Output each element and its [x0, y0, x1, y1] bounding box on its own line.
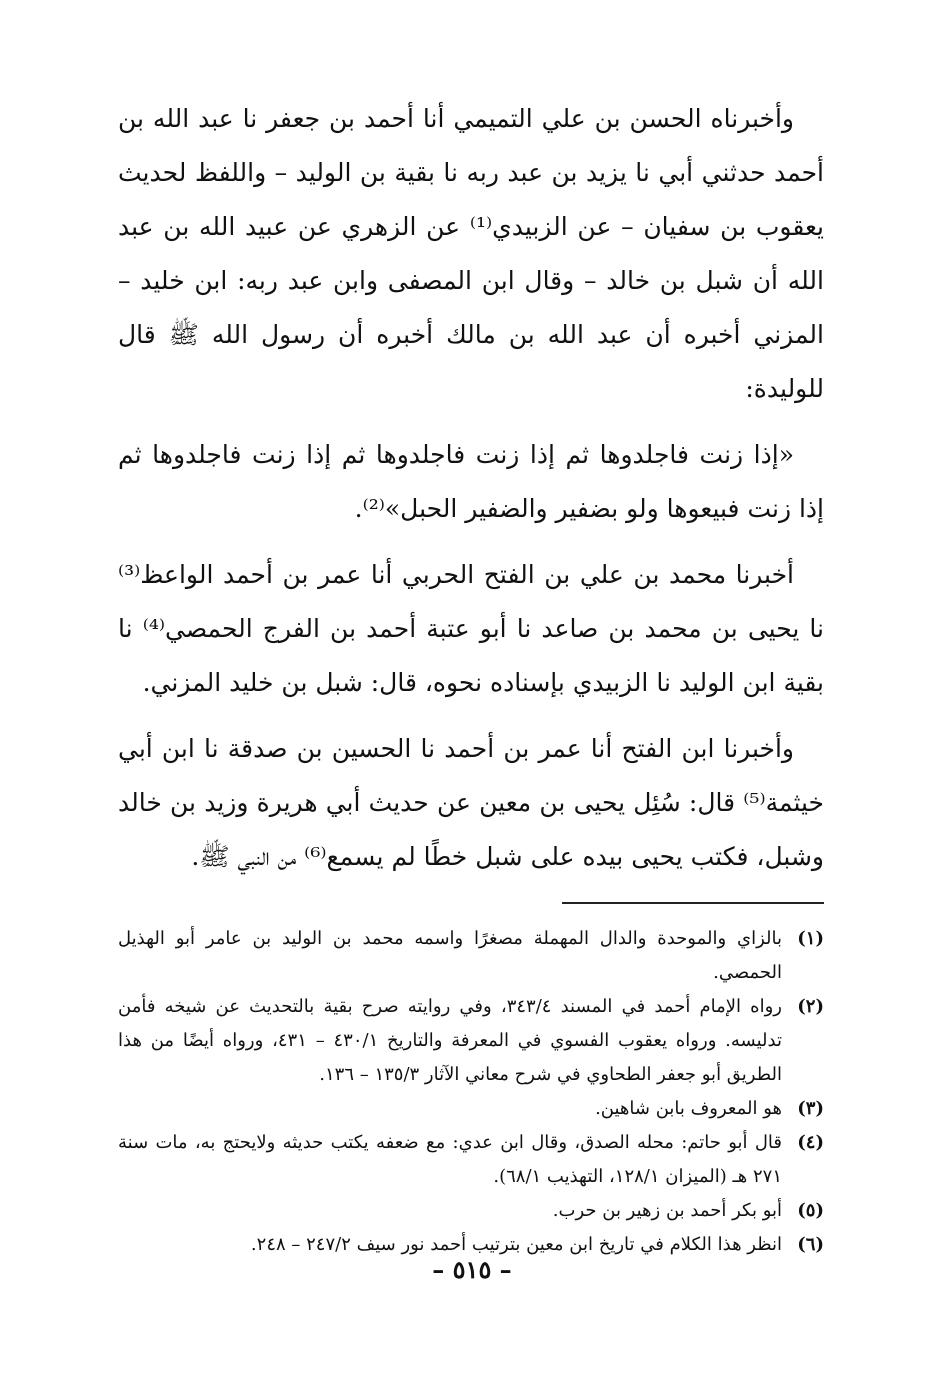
- footnotes: [118, 922, 824, 1262]
- footnote-text: قال أبو حاتم: محله الصدق، وقال ابن عدي: مع ضعفه يكتب حديثه ولايحتج به، مات سنة ٢٧١ هـ (الميزان ١٢٨/١، التهذيب ٦٨/١).: [118, 1132, 782, 1187]
- paragraph-hadith: «إذا زنت فاجلدوها ثم إذا زنت فاجلدوها ثم إذا زنت فاجلدوها ثم إذا زنت فبيعوها ولو بضفير والضفير الحبل»⁽²⁾.: [118, 440, 824, 523]
- footnote: [118, 1194, 824, 1228]
- page-number: – ٥١٥ –: [432, 1255, 512, 1284]
- footnote: [118, 922, 824, 990]
- footnote-number: (٥): [797, 1200, 824, 1221]
- footnote-text: رواه الإمام أحمد في المسند ٣٤٣/٤، وفي روايته صرح بقية بالتحديث عن شيخه فأمن تدليسه. ورواه يعقوب الفسوي في المعرفة والتاريخ ٤٣٠/١ – ٤٣١، ورواه أيضًا من هذا الطريق أبو جعفر الطحاوي في شرح معاني الآثار ١٣٥/٣ – ١٣٦.: [118, 996, 782, 1085]
- footnote-number: (٣): [797, 1098, 824, 1119]
- footnote: [118, 990, 824, 1092]
- footnote-separator: [562, 902, 824, 904]
- footnote-number: (٢): [797, 996, 824, 1017]
- footnote: [118, 1092, 824, 1126]
- footnote-text: بالزاي والموحدة والدال المهملة مصغرًا واسمه محمد بن الوليد بن عامر أبو الهذيل الحمصي.: [118, 928, 782, 983]
- footnote-number: (١): [797, 928, 824, 949]
- footnote-number: (٦): [797, 1234, 824, 1255]
- footnote-text: انظر هذا الكلام في تاريخ ابن معين بترتيب أحمد نور سيف ٢٤٧/٢ – ٢٤٨.: [250, 1234, 782, 1255]
- paragraph-isnad-2: أخبرنا محمد بن علي بن الفتح الحربي أنا عمر بن أحمد الواعظ⁽³⁾ نا يحيى بن محمد بن صاعد نا أبو عتبة أحمد بن الفرج الحمصي⁽⁴⁾ نا بقية ابن الوليد نا الزبيدي بإسناده نحوه، قال: شبل بن خليد المزني.: [118, 560, 824, 697]
- footnote-text: هو المعروف بابن شاهين.: [595, 1098, 782, 1119]
- paragraph-isnad-3: وأخبرنا ابن الفتح أنا عمر بن أحمد نا الحسين بن صدقة نا ابن أبي خيثمة⁽⁵⁾ قال: سُئِل يحيى بن معين عن حديث أبي هريرة وزيد بن خالد وشبل، فكتب يحيى بيده على شبل خطًا لم يسمع⁽⁶⁾ من النبي ﷺ.: [118, 734, 824, 871]
- paragraph-isnad-1: وأخبرناه الحسن بن علي التميمي أنا أحمد بن جعفر نا عبد الله بن أحمد حدثني أبي نا يزيد بن عبد ربه نا بقية بن الوليد – واللفظ لحديث يعقوب بن سفيان – عن الزبيدي⁽¹⁾ عن الزهري عن عبيد الله بن عبد الله أن شبل بن خالد – وقال ابن المصفى وابن عبد ربه: ابن خليد – المزني أخبره أن عبد الله بن مالك أخبره أن رسول الله ﷺ قال للوليدة:: [118, 104, 824, 403]
- footnote: [118, 1126, 824, 1194]
- footnote-text: أبو بكر أحمد بن زهير بن حرب.: [552, 1200, 782, 1221]
- footnote-number: (٤): [797, 1132, 824, 1153]
